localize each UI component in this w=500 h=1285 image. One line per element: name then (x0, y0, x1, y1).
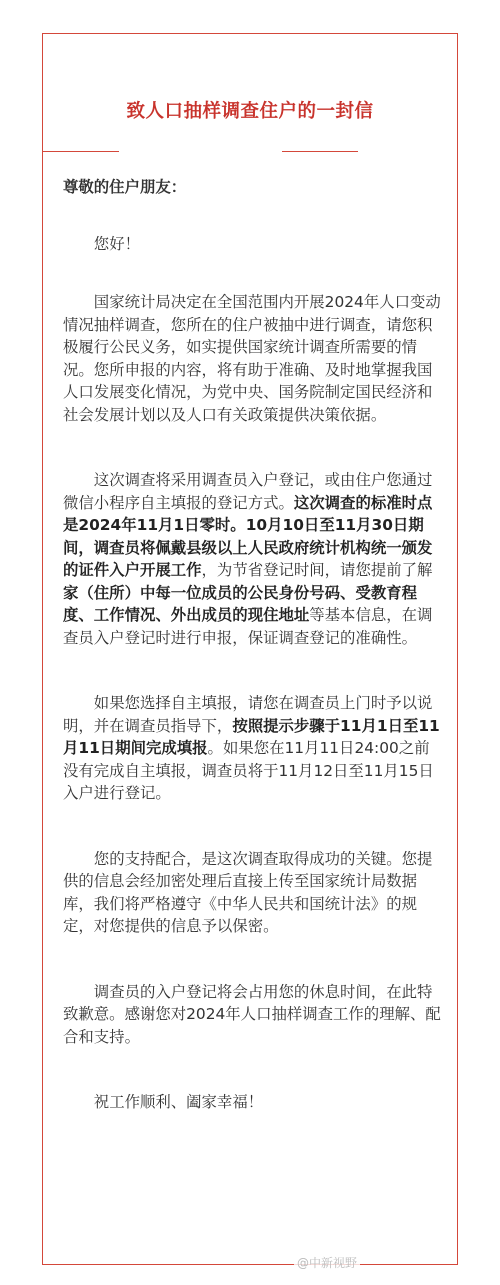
text-segment-bold: 这次调查的标准时点是2024年11月1日零时。10月10日至11月30日期间，调查员将佩戴县级以上人民政府统计机构统一颁发的证件入户开展工作 (63, 493, 433, 579)
watermark: @中新视野 (294, 1254, 360, 1271)
title-divider-left (43, 151, 119, 152)
text-segment: 如果您选择自主填报，请您在调查员上门时予以说明，并在调查员指导下， (63, 694, 433, 735)
title-divider-right (282, 151, 358, 152)
text-segment-bold: 家（住所）中每一位成员的公民身份号码、受教育程度、工作情况、外出成员的现住地址 (63, 583, 417, 624)
paragraph-apology: 调查员的入户登记将会占用您的休息时间，在此特致歉意。感谢您对2024年人口抽样调查工作的理解、配合和支持。 (63, 982, 441, 1046)
greeting: 您好！ (93, 234, 140, 253)
text-segment: 。如果您在11月11日24:00之前没有完成自主填报，调查员将于11月12日至11月15日入户进行登记。 (63, 739, 434, 802)
paragraph-survey-method (63, 469, 443, 649)
paragraph-privacy: 您的支持配合，是这次调查取得成功的关键。您提供的信息会经加密处理后直接上传至国家统计局数据库，我们将严格遵守《中华人民共和国统计法》的规定，对您提供的信息予以保密。 (63, 849, 433, 935)
letter-body (63, 176, 443, 1157)
text-segment: 这次调查将采用调查员入户登记，或由住户您通过微信小程序自主填报的登记方式。 (63, 471, 433, 512)
letter-title: 致人口抽样调查住户的一封信 (126, 101, 374, 122)
paragraph-survey-purpose: 国家统计局决定在全国范围内开展2024年人口变动情况抽样调查，您所在的住户被抽中进行调查，请您积极履行公民义务，如实提供国家统计调查所需要的情况。您所申报的内容，将有助于准确、及时地掌握我国人口发展变化情况，为党中央、国务院制定国民经济和社会发展计划以及人口有关政策提供决策依据。 (63, 293, 441, 424)
text-segment: ，为节省登记时间，请您提前了解 (201, 561, 433, 579)
paragraph-self-report (63, 692, 443, 805)
closing-wish: 祝工作顺利、阖家幸福！ (93, 1093, 264, 1111)
text-segment-bold: 按照提示步骤于11月1日至11月11日期间完成填报 (63, 716, 440, 757)
salutation: 尊敬的住户朋友： (63, 178, 187, 196)
text-segment: 等基本信息，在调查员入户登记时进行申报，保证调查登记的准确性。 (63, 606, 433, 647)
